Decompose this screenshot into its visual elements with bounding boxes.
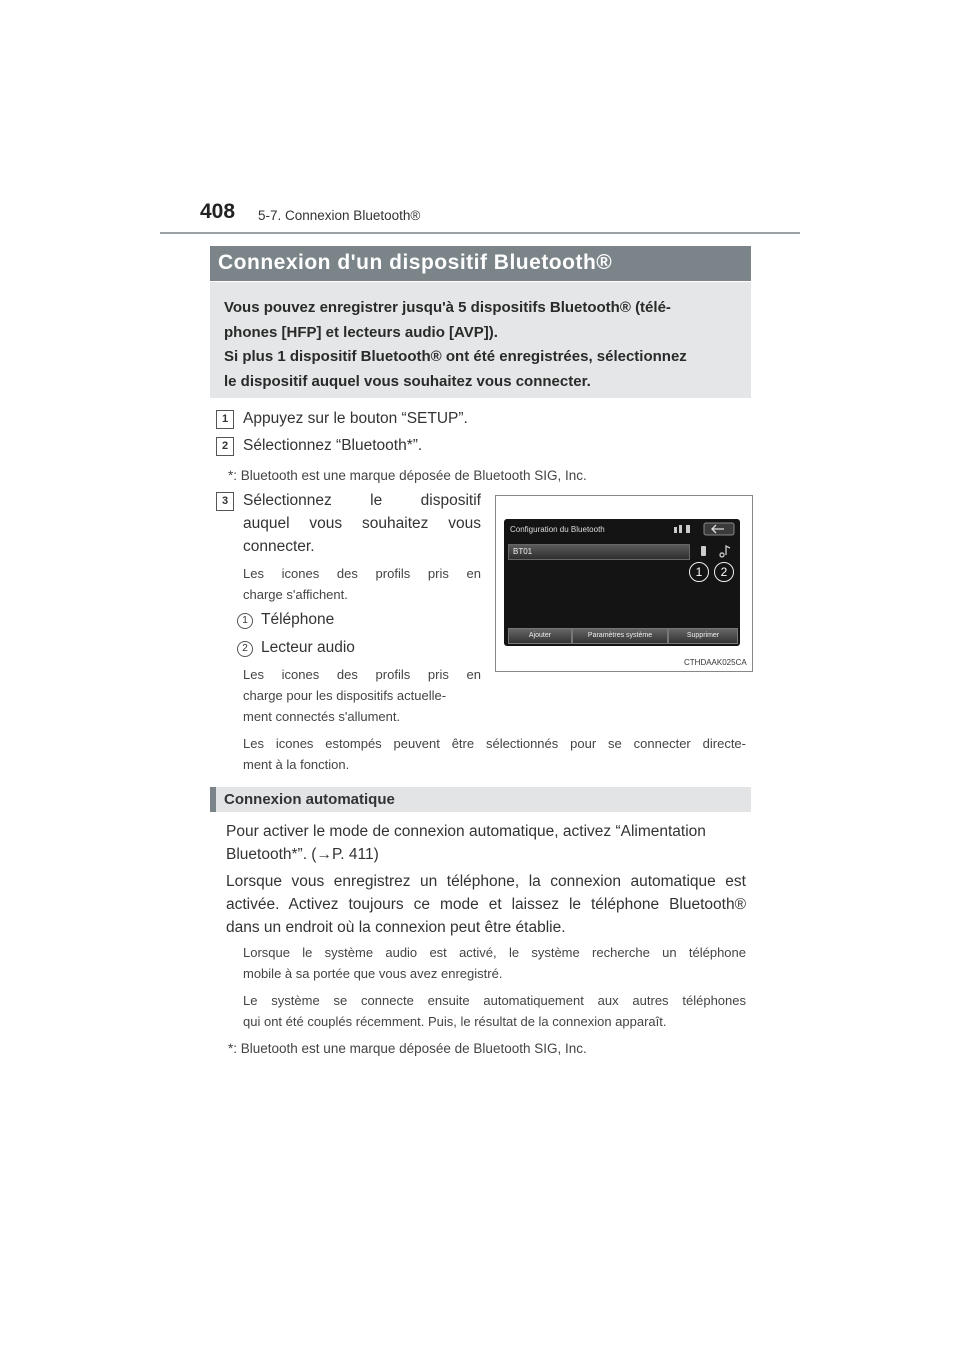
- intro-line: phones [HFP] et lecteurs audio [AVP]).: [224, 324, 498, 341]
- intro-line: le dispositif auquel vous souhaitez vous connecter.: [224, 373, 591, 390]
- subsection-title: Connexion automatique: [224, 791, 395, 808]
- callout-2: 2: [714, 562, 734, 582]
- body-line: Lorsque vous enregistrez un téléphone, la connexion automatique est: [226, 873, 746, 890]
- step-text-1: Appuyez sur le bouton “SETUP”.: [243, 410, 468, 427]
- subsection-accent: [210, 787, 216, 812]
- note-line: mobile à sa portée que vous avez enregistré.: [243, 966, 503, 981]
- image-code: CTHDAAK025CA: [684, 658, 747, 667]
- step-text-3: Sélectionnez le dispositif: [243, 492, 481, 509]
- step-number-1: 1: [216, 410, 234, 429]
- body-line: dans un endroit où la connexion peut être établie.: [226, 919, 566, 936]
- battery-icon: [686, 525, 690, 533]
- delete-button[interactable]: Supprimer: [668, 628, 738, 644]
- legend-number-1: 1: [237, 613, 253, 629]
- system-settings-button[interactable]: Paramètres système: [572, 628, 668, 644]
- note-line: Les icones des profils pris en: [243, 566, 481, 581]
- note-line: Le système se connecte ensuite automatiquement aux autres téléphones: [243, 993, 746, 1008]
- footnote: *: Bluetooth est une marque déposée de Bluetooth SIG, Inc.: [228, 468, 587, 483]
- callout-1: 1: [689, 562, 709, 582]
- legend-label-audio: Lecteur audio: [261, 639, 355, 656]
- intro-line: Si plus 1 dispositif Bluetooth® ont été enregistrées, sélectionnez: [224, 348, 687, 365]
- note-line: ment à la fonction.: [243, 757, 350, 772]
- step-number-2: 2: [216, 437, 234, 456]
- header-divider: [160, 232, 800, 234]
- device-name: BT01: [513, 547, 533, 556]
- footnote: *: Bluetooth est une marque déposée de Bluetooth SIG, Inc.: [228, 1041, 587, 1056]
- section-title: Connexion d'un dispositif Bluetooth®: [218, 251, 613, 274]
- note-line: charge s'affichent.: [243, 587, 348, 602]
- note-line: Les icones estompés peuvent être sélectionnés pour se connecter directe-: [243, 736, 746, 751]
- step-text-3: auquel vous souhaitez vous: [243, 515, 481, 532]
- body-line: Pour activer le mode de connexion automatique, activez “Alimentation: [226, 823, 706, 840]
- status-icons: [672, 522, 736, 536]
- profile-icons: [696, 543, 736, 559]
- step-number-3: 3: [216, 492, 234, 511]
- device-row[interactable]: [508, 544, 690, 560]
- add-button[interactable]: Ajouter: [508, 628, 572, 644]
- note-line: Lorsque le système audio est activé, le système recherche un téléphone: [243, 945, 746, 960]
- step-text-2: Sélectionnez “Bluetooth*”.: [243, 437, 423, 454]
- intro-line: Vous pouvez enregistrer jusqu'à 5 dispositifs Bluetooth® (télé-: [224, 299, 671, 316]
- body-line: Bluetooth*”. (→P. 411): [226, 846, 379, 863]
- note-line: qui ont été couplés récemment. Puis, le résultat de la connexion apparaît.: [243, 1014, 667, 1029]
- phone-icon: [701, 546, 706, 556]
- note-line: Les icones des profils pris en: [243, 667, 481, 682]
- signal-icon: [674, 527, 677, 533]
- header-section-title: 5-7. Connexion Bluetooth®: [258, 208, 421, 223]
- bluetooth-setup-screen: [504, 519, 740, 646]
- music-note-icon: [720, 546, 730, 557]
- page-number: 408: [200, 200, 236, 223]
- legend-label-phone: Téléphone: [261, 611, 335, 628]
- step-text-3: connecter.: [243, 538, 315, 555]
- note-line: charge pour les dispositifs actuelle-: [243, 688, 447, 703]
- body-line: activée. Activez toujours ce mode et laissez le téléphone Bluetooth®: [226, 896, 746, 913]
- signal-icon: [679, 525, 682, 533]
- note-line: ment connectés s'allument.: [243, 709, 401, 724]
- legend-number-2: 2: [237, 641, 253, 657]
- screen-title: Configuration du Bluetooth: [510, 525, 605, 534]
